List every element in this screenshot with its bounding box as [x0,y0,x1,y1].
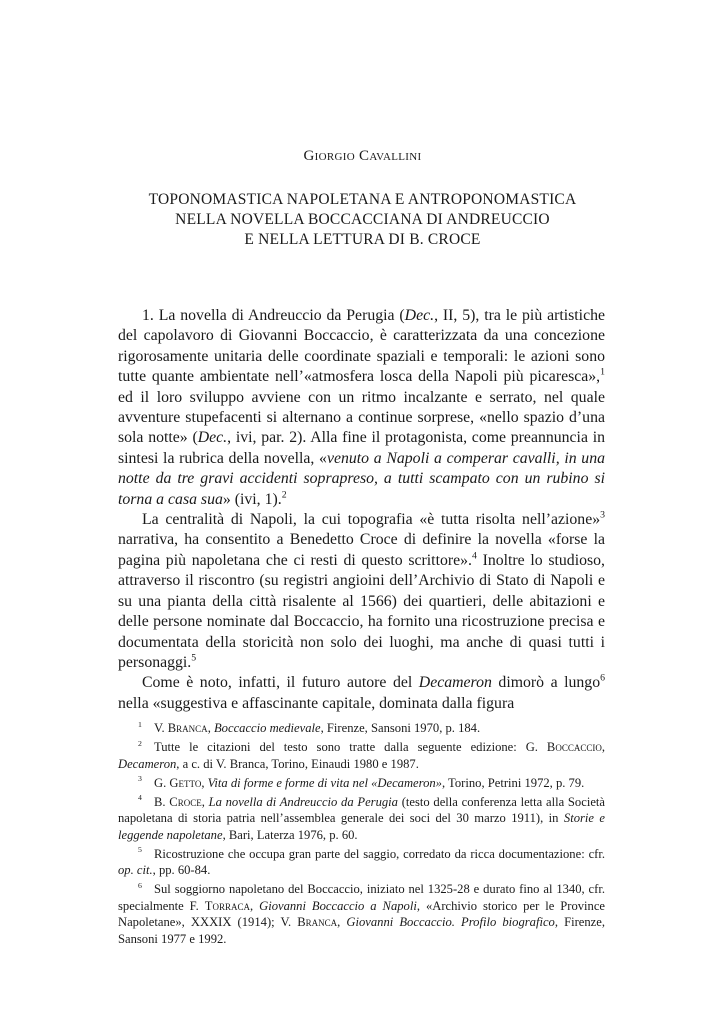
title-line-1: TOPONOMASTICA NAPOLETANA E ANTROPONOMASTICA [148,191,577,208]
text-run: , ivi, par. 2). Alla fine il protagonista, come preannuncia in sintesi la rubrica della novella, « [118,429,606,467]
italic-run: venuto a Napoli a comperar cavalli, in una notte da tre gravi accidenti soprapreso, a tutti scampato con un rubino si torna a casa sua [118,449,605,508]
text-run: Sul soggiorno napoletano del Boccaccio, iniziato nel 1325-28 e durato fino al 1340, cfr. specialmente F. [118,882,605,913]
text-run: , [201,775,208,790]
footnotes [118,720,605,950]
work-title: Giovanni Boccaccio a Napoli [259,898,417,913]
text-run: , [201,794,209,809]
work-title: La novella di Andreuccio da Perugia [208,794,398,809]
italic-run: Decameron [418,674,492,692]
text-run: , [337,915,347,929]
text-run: 1. La novella di Andreuccio da Perugia ( [142,307,405,324]
text-run: , Torino, Petrini 1972, p. 79. [441,775,585,790]
work-title: Boccaccio medievale [213,721,321,735]
text-run: G. [154,775,170,790]
paragraph-1 [118,306,605,510]
text-run: (testo della conferenza letta alla Società napoletana di storia patria nell’assemblea generale dei soci del 30 marzo 1911), in [118,794,605,825]
text-run: , [207,721,214,735]
footnote-5: $^5$ Ricostruzione che occupa gran parte del saggio, corredato da ricca documentazione: cfr. op. cit., pp. 60-84. [118,845,605,877]
footnote-1: $^1$ V. Branca, Boccaccio medievale, Firenze, Sansoni 1970, p. 184. [138,719,481,735]
author-name: Giorgio Cavallini [303,148,422,164]
text-run: , II, 5), tra le più artistiche del capolavoro di Giovanni Boccaccio, è caratterizzata da una concezione rigorosamente unitaria delle coordinate spaziali e temporali: le azioni sono tutte quante ambientate nell’«atmosfera losca della Napoli più picaresca», [118,307,605,386]
footnote-ref-5[interactable]: 5 [191,652,197,664]
footnote-4: $^4$ B. Croce, La novella di Andreuccio da Perugia (testo della conferenza letta alla Società napoletana di storia patria nell’assemblea generale dei soci del 30 marzo 1911), in Storie e leggende napoletane, Bari, Laterza 1976, p. 60. [118,793,605,842]
article-title [120,190,605,250]
text-run: nella «suggestiva e affascinante capitale, dominata dalla figura [118,694,515,712]
text-run: Tutte le citazioni del testo sono tratte dalla seguente edizione: G. [154,740,547,754]
text-run: Come è noto, infatti, il futuro autore del [142,674,419,692]
text-run: , pp. 60-84. [152,863,211,877]
text-run: , Bari, Laterza 1976, p. 60. [222,827,358,842]
text-run: » (ivi, 1). [222,490,282,508]
text-run: narrativa, ha consentito a Benedetto Croce di definire la novella «forse la pagina più napoletana che ci resti di questo scrittore». [118,531,605,569]
footnote-3: $^3$ G. Getto, Vita di forme e forme di vita nel «Decameron», Torino, Petrini 1972, p. 79. [138,774,585,790]
text-run: , [601,740,605,754]
text-run: ed il loro sviluppo avviene con un ritmo incalzante e serrato, nel quale avventure stupefacenti si alternano a continue sorprese, «nello spazio d’una sola notte» ( [118,388,605,447]
footnote-ref-2[interactable]: 2 [281,489,287,501]
title-line-3: E NELLA LETTURA DI B. CROCE [244,231,481,248]
author-surname: Croce [169,794,202,809]
title-line-2: NELLA NOVELLA BOCCACCIANA DI ANDREUCCIO [175,211,550,228]
footnote-6: $^6$ Sul soggiorno napoletano del Boccaccio, iniziato nel 1325-28 e durato fino al 1340, cfr. specialmente F. Torraca, Giovanni Boccaccio a Napoli, «Archivio storico per le Province Napoletane», XXXIX (1914); V. Branca, Giovanni Boccaccio. Profilo biografico, Firenze, Sansoni 1977 e 1992. [118,880,606,946]
text-run: La centralità di Napoli, la cui topografia «è tutta risolta nell’azione» [142,511,601,529]
text-run: dimorò a lungo [491,674,601,692]
work-title: Storie e leggende napoletane [118,811,605,842]
text-run: , «Archivio storico per le Province Napoletane», XXXIX (1914); V. [118,898,606,929]
text-run: Ricostruzione che occupa gran parte del saggio, corredato da ricca documentazione: cfr. [154,846,605,861]
work-title: Vita di forme e forme di vita nel «Decameron» [207,775,442,790]
footnote-ref-6[interactable]: 6 [600,673,605,685]
footnote-ref-3[interactable]: 3 [600,509,605,521]
text-run: , a c. di V. Branca, Torino, Einaudi 1980 e 1987. [176,756,419,771]
footnote-ref-1[interactable]: 1 [600,366,605,378]
text-run: Inoltre lo studioso, attraverso il riscontro (su registri angioini dell’Archivio di Stato di Napoli e su una pianta della città risalente al 1566) dei quartieri, delle abitazioni e delle persone nominate dal Boccaccio, ha fornito una ricostruzione precisa e documentata della storicità non solo dei luoghi, ma anche di quasi tutti i personaggi. [118,551,605,671]
body-text [118,306,605,714]
text-run: , Firenze, Sansoni 1977 e 1992. [118,915,606,946]
paragraph-3 [118,673,605,714]
author-surname: Getto [169,775,202,790]
text-run: , [249,898,260,913]
italic-run: Dec. [197,429,228,447]
paragraph-2 [118,510,605,673]
author-surname: Branca [297,915,338,929]
author-surname: Branca [167,721,208,735]
footnote-2: $^2$ Tutte le citazioni del testo sono tratte dalla seguente edizione: G. Boccaccio, Decameron, a c. di V. Branca, Torino, Einaudi 1980 e 1987. [118,738,605,771]
text-run: , Firenze, Sansoni 1970, p. 184. [320,721,481,735]
footnote-ref-4[interactable]: 4 [471,550,477,562]
italic-run: Dec. [404,307,435,324]
work-title: Decameron [118,756,177,771]
text-run: B. [154,794,170,809]
work-title: op. cit. [118,863,153,877]
author-surname: Torraca [204,898,250,913]
text-run: V. [154,721,168,735]
work-title: Giovanni Boccaccio. Profilo biografico [346,915,555,929]
author-surname: Boccaccio [546,740,602,754]
